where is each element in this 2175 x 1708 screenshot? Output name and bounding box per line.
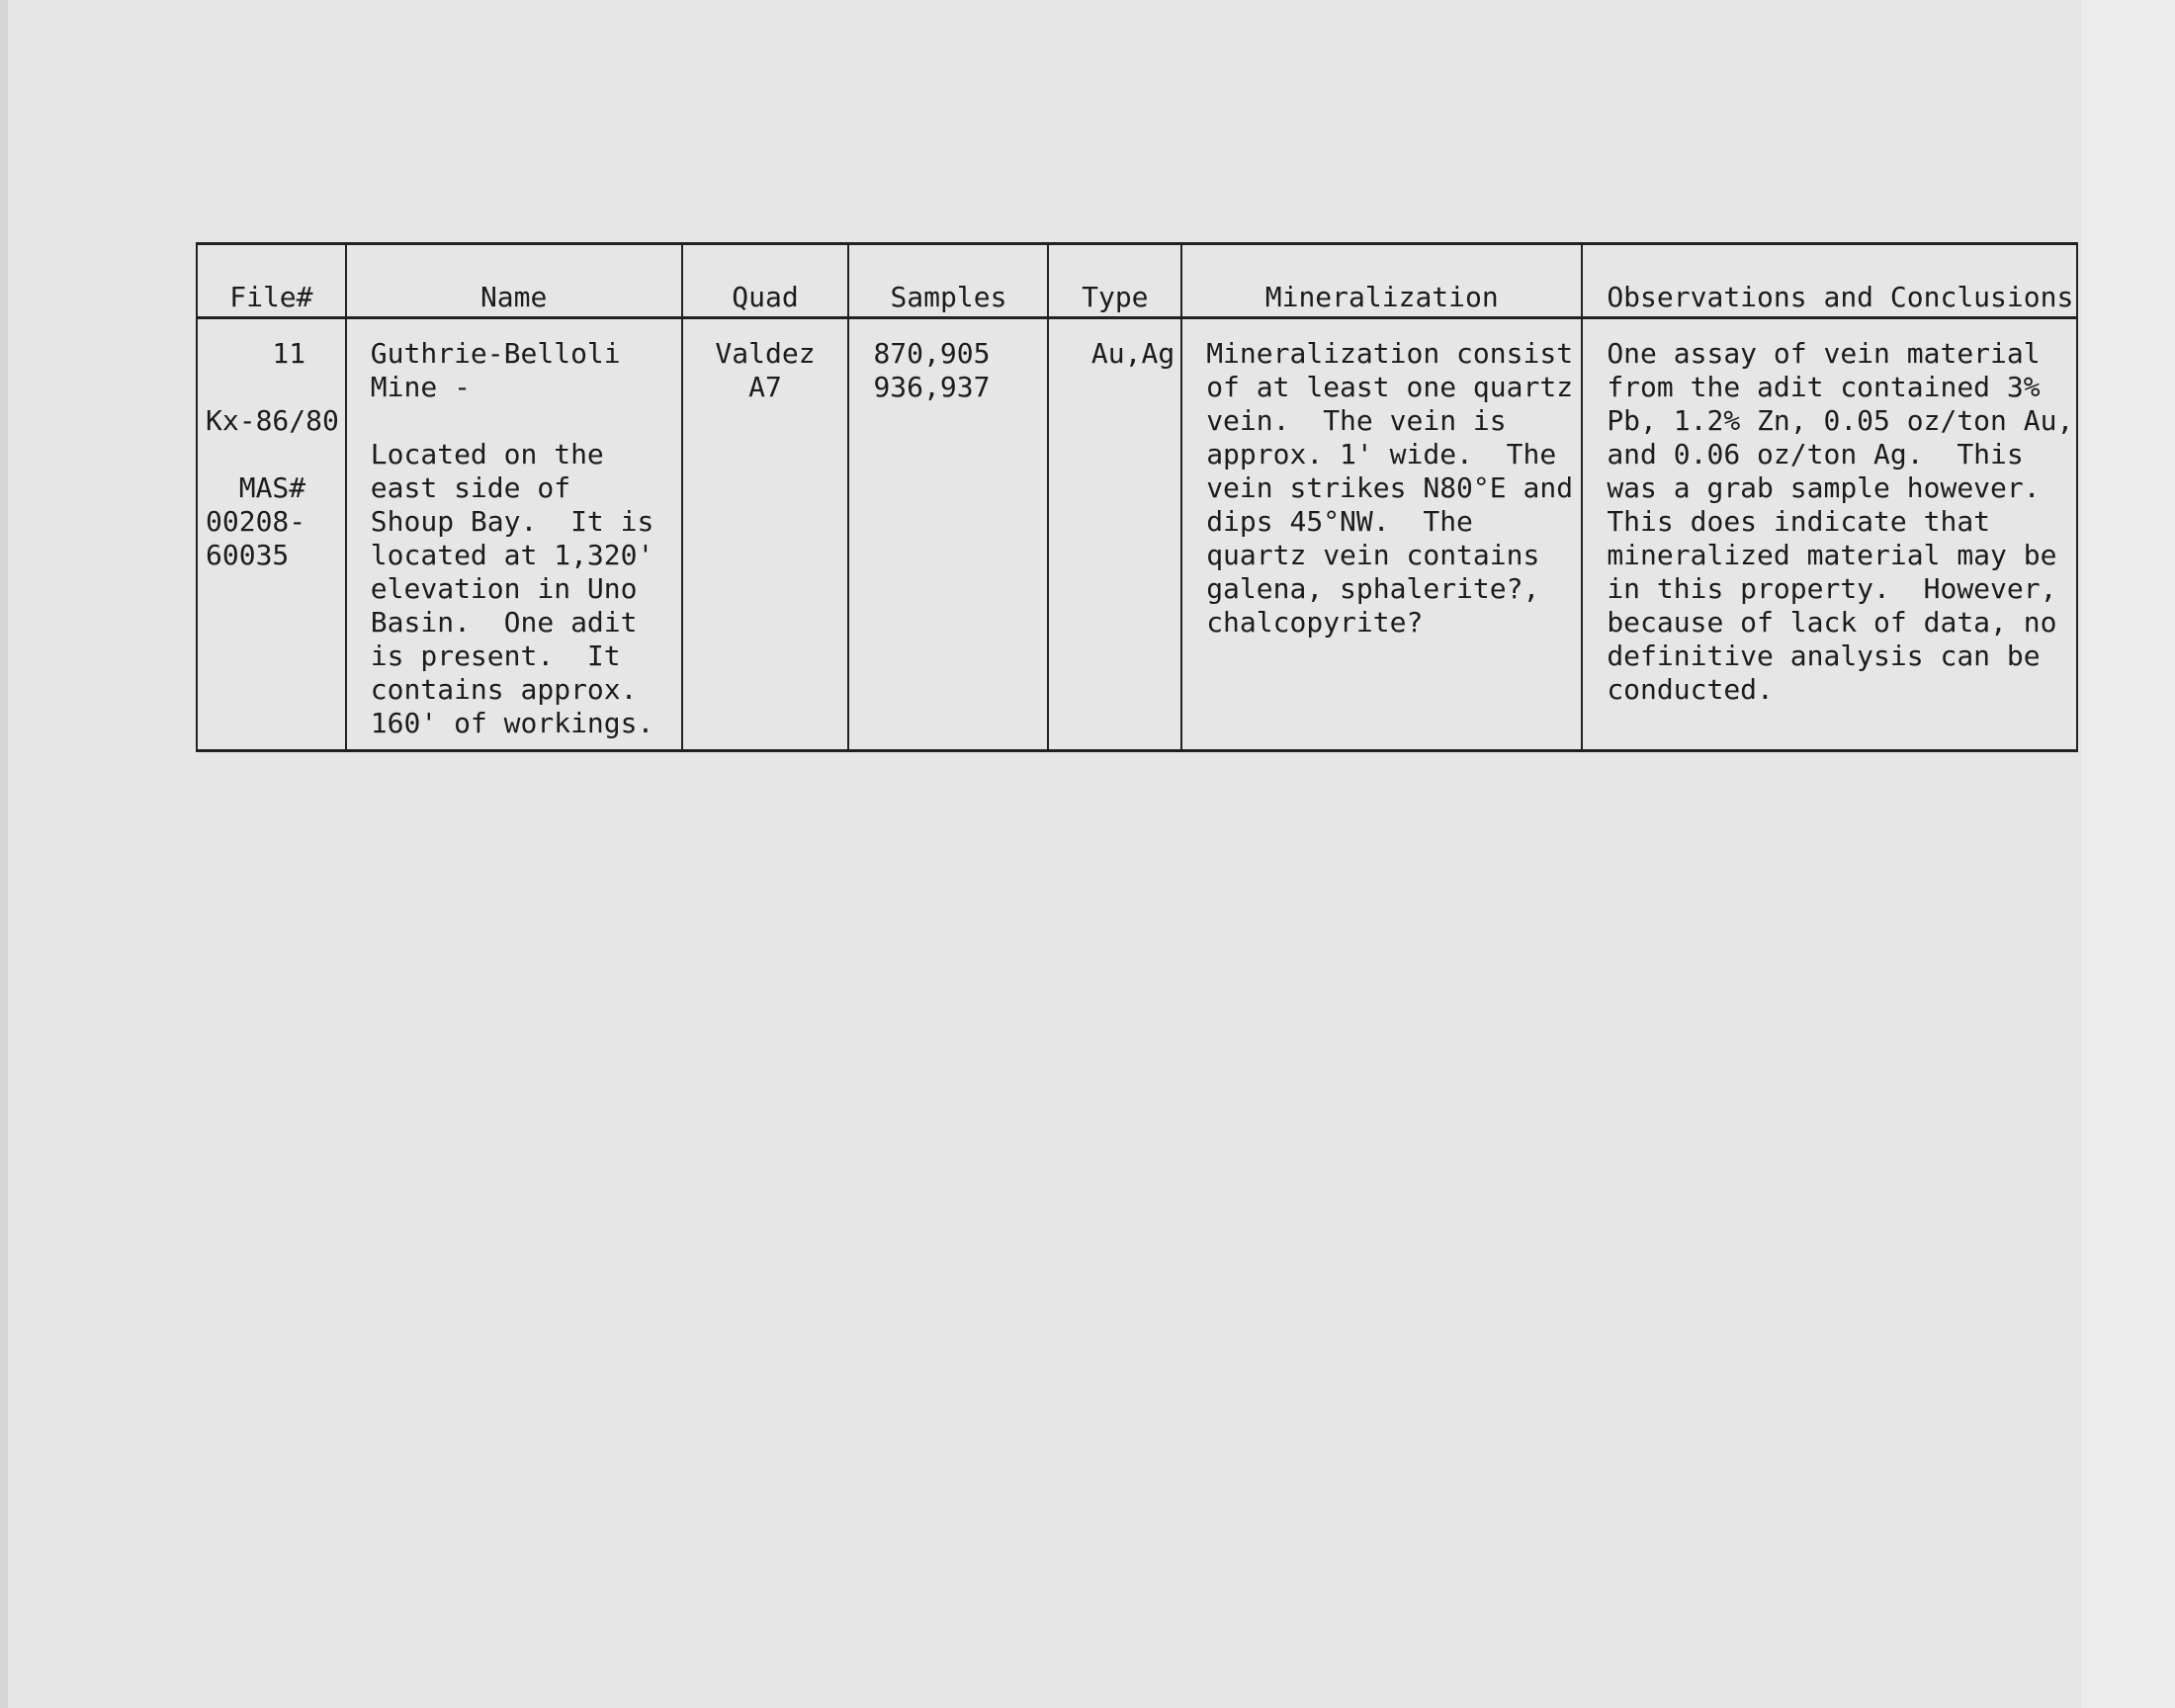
mine-name-text: Guthrie-Belloli Mine - Located on the east side of Shoup Bay. It is located at 1,320' elevation in Uno Basin. One adit is present. It contains approx. 160' of workings.: [370, 337, 654, 739]
file-number-text: 11 Kx-86/80 MAS# 00208- 60035: [206, 337, 339, 571]
quad-text: Valdez A7: [715, 337, 816, 403]
header-type: Type: [1048, 244, 1181, 318]
samples-text: 870,905 936,937: [873, 337, 991, 403]
cell-samples: [848, 318, 1048, 751]
mine-property-table: [196, 242, 2078, 752]
table-header-row: [197, 244, 2077, 318]
observations-text: One assay of vein material from the adit contained 3% Pb, 1.2% Zn, 0.05 oz/ton Au, and 0.06 oz/ton Ag. This was a grab sample however. This does indicate that mineralized material may be in this property. However, because of lack of data, no definitive analysis can be conducted.: [1607, 337, 2074, 706]
header-name: Name: [346, 244, 682, 318]
cell-name: [346, 318, 682, 751]
header-quad: Quad: [682, 244, 849, 318]
cell-quad: [682, 318, 849, 751]
header-samples: Samples: [848, 244, 1048, 318]
cell-file: [197, 318, 346, 751]
header-file: File#: [197, 244, 346, 318]
cell-mineralization: [1181, 318, 1582, 751]
scan-edge-right: [2081, 0, 2175, 1708]
header-mineralization: Mineralization: [1181, 244, 1582, 318]
type-text: Au,Ag: [1090, 337, 1175, 370]
cell-type: [1048, 318, 1181, 751]
mineralization-text: Mineralization consist of at least one quartz vein. The vein is approx. 1' wide. The vein strikes N80°E and dips 45°NW. The quartz vein contains galena, sphalerite?, chalcopyrite?: [1206, 337, 1574, 639]
table-row: [197, 318, 2077, 751]
header-observations: Observations and Conclusions: [1582, 244, 2077, 318]
cell-observations: [1582, 318, 2077, 751]
scan-edge-left: [0, 0, 8, 1708]
